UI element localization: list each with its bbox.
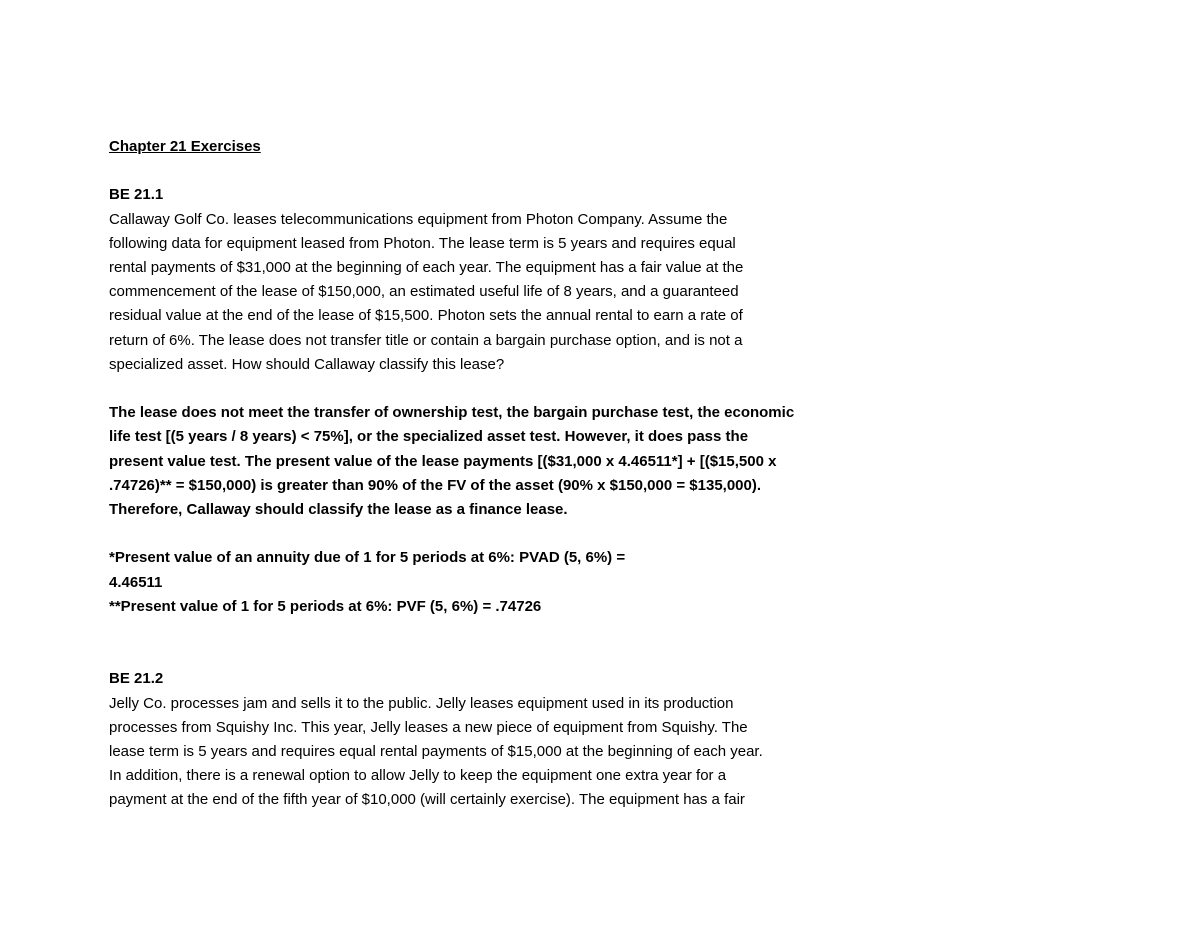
question-line: In addition, there is a renewal option to allow Jelly to keep the equipment one extra year for a	[109, 767, 727, 785]
exercise-question-be21-1	[109, 208, 849, 377]
question-line: return of 6%. The lease does not transfer title or contain a bargain purchase option, and is not a	[109, 331, 743, 349]
exercise-heading-be21-2: BE 21.2	[109, 670, 164, 688]
question-line: Jelly Co. processes jam and sells it to the public. Jelly leases equipment used in its production	[109, 694, 734, 712]
footnote-line: *Present value of an annuity due of 1 for 5 periods at 6%: PVAD (5, 6%) =	[109, 549, 626, 567]
question-line: lease term is 5 years and requires equal rental payments of $15,000 at the beginning of each year.	[109, 743, 763, 761]
question-line: processes from Squishy Inc. This year, Jelly leases a new piece of equipment from Squishy. The	[109, 718, 748, 736]
answer-line: present value test. The present value of the lease payments [($31,000 x 4.46511*] + [($15,500 x	[109, 452, 777, 470]
exercise-heading-be21-1: BE 21.1	[109, 186, 164, 204]
answer-line: .74726)** = $150,000) is greater than 90% of the FV of the asset (90% x $150,000 = $135,000).	[109, 476, 762, 494]
answer-line: The lease does not meet the transfer of ownership test, the bargain purchase test, the economic	[109, 404, 795, 422]
exercise-question-be21-2	[109, 692, 849, 813]
document-content	[109, 135, 849, 813]
question-line: residual value at the end of the lease of $15,500. Photon sets the annual rental to earn a rate of	[109, 307, 743, 325]
question-line: payment at the end of the fifth year of $10,000 (will certainly exercise). The equipment has a fair	[109, 791, 745, 809]
footnote-line: **Present value of 1 for 5 periods at 6%: PVF (5, 6%) = .74726	[109, 597, 542, 615]
question-line: specialized asset. How should Callaway classify this lease?	[109, 355, 505, 373]
question-line: rental payments of $31,000 at the beginning of each year. The equipment has a fair value at the	[109, 259, 744, 276]
answer-line: Therefore, Callaway should classify the lease as a finance lease.	[109, 501, 568, 519]
exercise-answer-be21-1	[109, 401, 849, 522]
footnote-line: 4.46511	[109, 573, 163, 591]
exercise-footnotes-be21-1	[109, 546, 849, 619]
question-line: commencement of the lease of $150,000, an estimated useful life of 8 years, and a guaranteed	[109, 283, 739, 301]
question-line: Callaway Golf Co. leases telecommunications equipment from Photon Company. Assume the	[109, 210, 728, 228]
question-line: following data for equipment leased from Photon. The lease term is 5 years and requires equal	[109, 234, 736, 252]
answer-line: life test [(5 years / 8 years) < 75%], or the specialized asset test. However, it does pass the	[109, 428, 749, 446]
document-title: Chapter 21 Exercises	[109, 138, 261, 155]
